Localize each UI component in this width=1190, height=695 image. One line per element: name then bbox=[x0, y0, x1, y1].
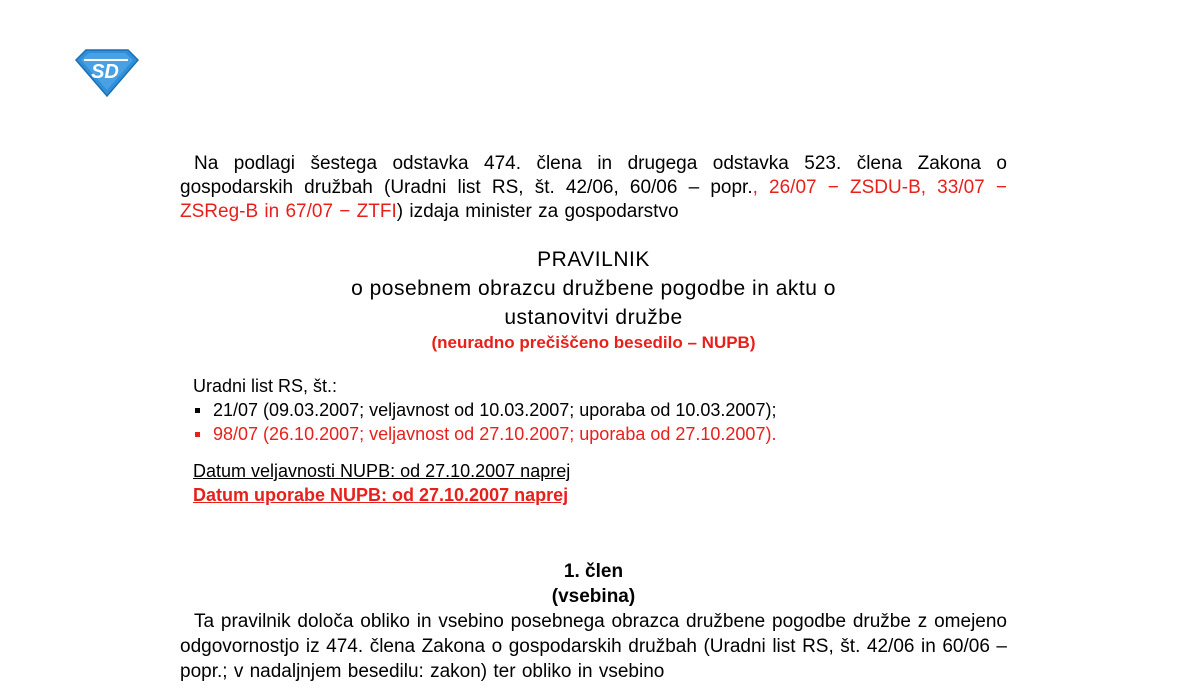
bullet-icon bbox=[195, 432, 200, 437]
preamble-text-2: ) izdaja minister za gospodarstvo bbox=[396, 201, 679, 222]
document-subtitle: o posebnem obrazcu družbene pogodbe in aktu o ustanovitvi družbe bbox=[351, 277, 836, 329]
preamble-amendments: , 26/07 − ZSDU-B, 33/07 − ZSReg-B in 67/07 − ZTFI bbox=[180, 177, 1007, 222]
official-gazette-list bbox=[193, 374, 1007, 446]
validity-date: Datum veljavnosti NUPB: od 27.10.2007 naprej bbox=[193, 461, 571, 481]
sd-shield-logo-icon bbox=[72, 46, 140, 98]
bullet-icon bbox=[195, 408, 200, 413]
article-number: 1. člen bbox=[563, 561, 624, 582]
gazette-item bbox=[193, 422, 1007, 446]
document-heading bbox=[180, 246, 1007, 354]
gazette-item-text: 21/07 (09.03.2007; veljavnost od 10.03.2007; uporaba od 10.03.2007); bbox=[213, 400, 777, 420]
nupb-dates bbox=[193, 459, 1007, 507]
preamble-text-1: Na podlagi šestega odstavka 474. člena in drugega odstavka 523. člena Zakona o gospodarskih družbah (Uradni list RS, št. 42/06, 60/06 – popr. bbox=[180, 153, 1007, 198]
gazette-item-text: 98/07 (26.10.2007; veljavnost od 27.10.2007; uporaba od 27.10.2007). bbox=[213, 424, 777, 444]
article-title: (vsebina) bbox=[551, 586, 636, 607]
preamble bbox=[180, 152, 1007, 224]
article-1-heading bbox=[180, 559, 1007, 609]
gazette-label: Uradni list RS, št.: bbox=[193, 376, 338, 396]
application-date: Datum uporabe NUPB: od 27.10.2007 naprej bbox=[193, 485, 569, 505]
unofficial-consolidated-note: (neuradno prečiščeno besedilo – NUPB) bbox=[431, 333, 756, 352]
document-title: PRAVILNIK bbox=[537, 248, 650, 271]
gazette-item bbox=[193, 398, 1007, 422]
article-1-body: Ta pravilnik določa obliko in vsebino posebnega obrazca družbene pogodbe družbe z omejeno odgovornostjo iz 474. člena Zakona o gospodarskih družbah (Uradni list RS, št. 42/06 in 60/06 – popr.; v nadaljnjem besedilu: zakon) ter obliko in vsebino bbox=[180, 611, 1007, 682]
logo-text: SD bbox=[91, 61, 119, 83]
document-body bbox=[180, 152, 1007, 684]
sd-logo bbox=[72, 46, 140, 98]
